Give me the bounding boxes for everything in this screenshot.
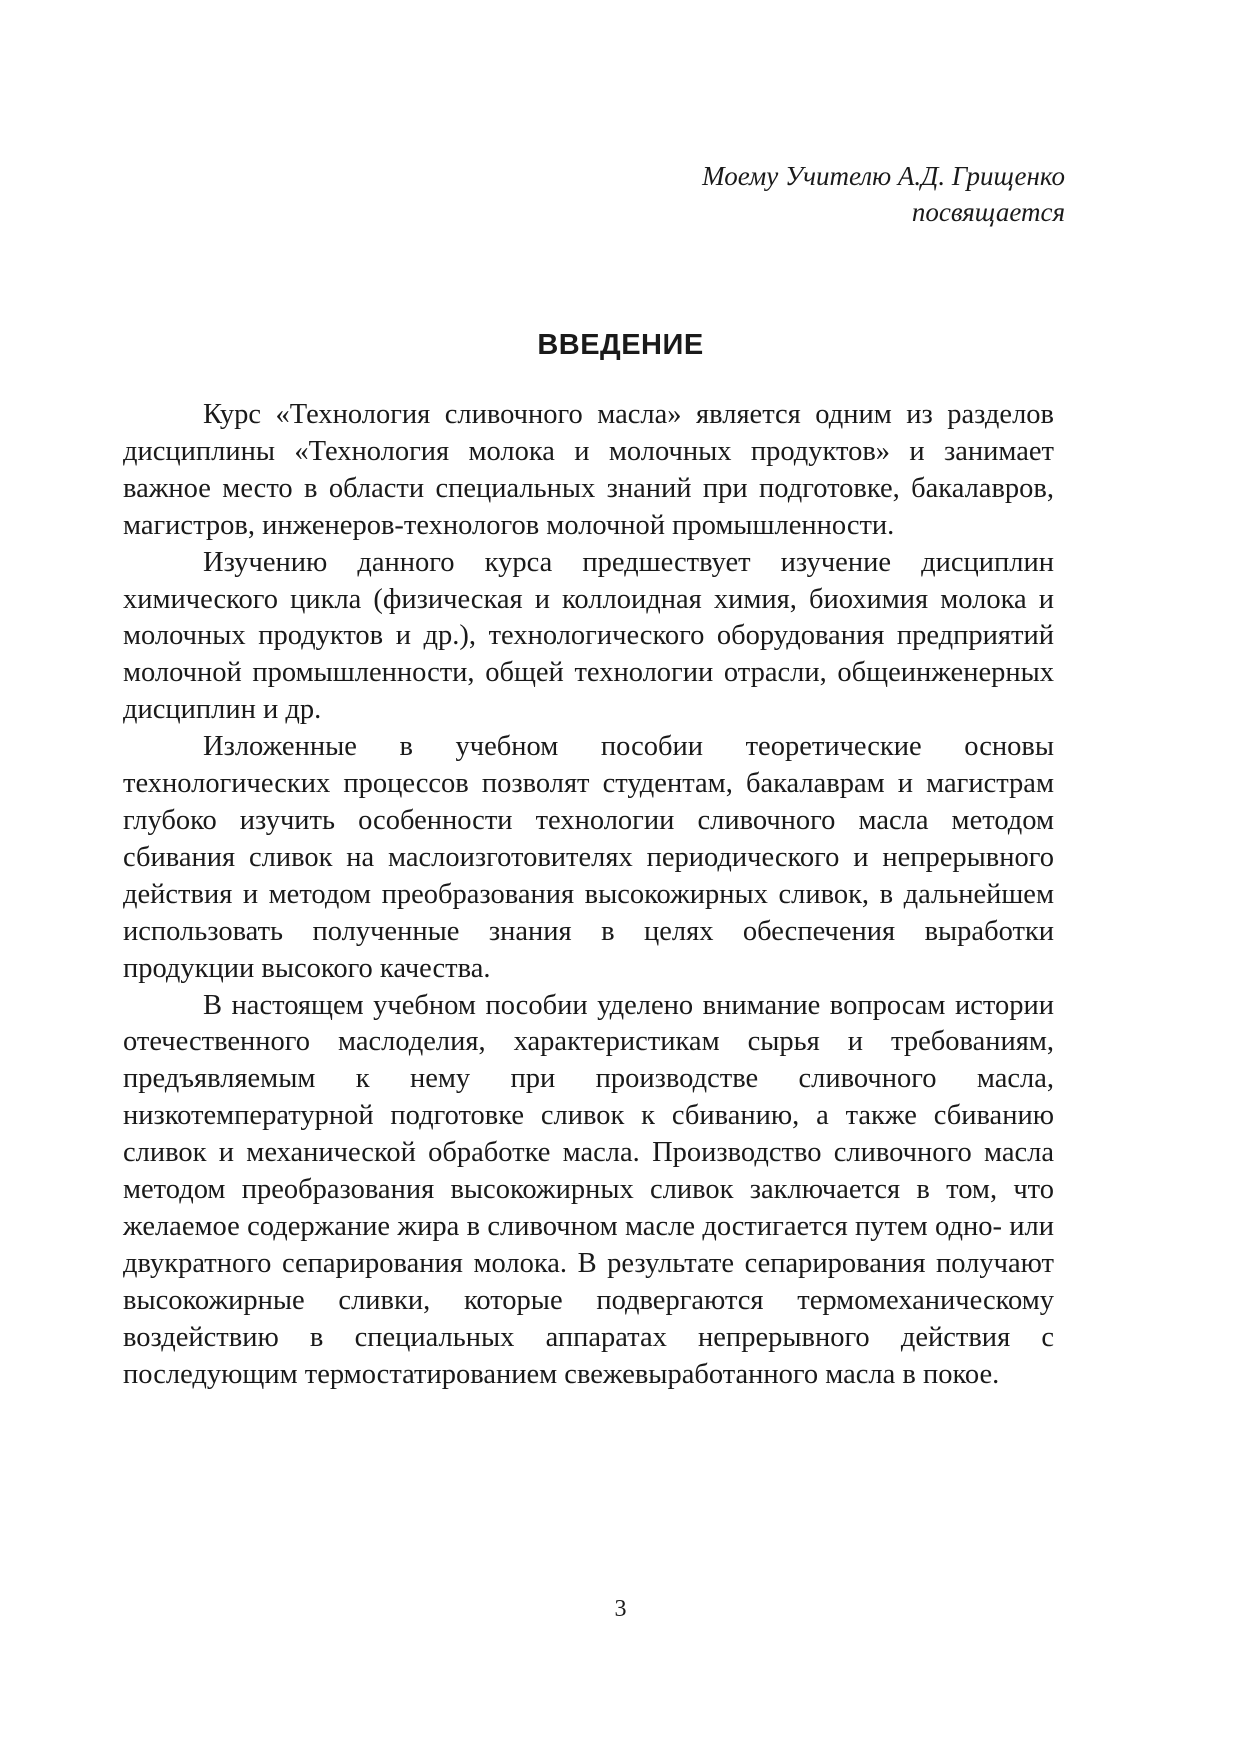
paragraph-2: Изучению данного курса предшествует изучение дисциплин химического цикла (физическая и коллоидная химия, биохимия молока и молочных продуктов и др.), технологического оборудования предприятий молочной промышленности, общей технологии отрасли, общеинженерных дисциплин и др.	[123, 546, 1054, 726]
dedication-line-2: посвящается	[911, 197, 1065, 227]
paragraph-4: В настоящем учебном пособии уделено внимание вопросам истории отечественного маслоделия, характеристикам сырья и требованиям, предъявляемым к нему при производстве сливочного масла, низкотемпературной подготовке сливок к сбиванию, а также сбиванию сливок и механической обработке масла. Производство сливочного масла методом преобразования высокожирных сливок заключается в том, что желаемое содержание жира в сливочном масле достигается путем одно- или двукратного сепарирования молока. В результате сепарирования получают высокожирные сливки, которые подвергаются термомеханическому воздействию в специальных аппаратах непрерывного действия с последующим термостатированием свежевыработанного масла в покое.	[123, 989, 1054, 1390]
section-heading: ВВЕДЕНИЕ	[537, 329, 704, 361]
page-number: 3	[614, 1596, 627, 1622]
paragraph-3: Изложенные в учебном пособии теоретические основы технологических процессов позволят студентам, бакалаврам и магистрам глубоко изучить особенности технологии сливочного масла методом сбивания сливок на маслоизготовителях периодического и непрерывного действия и методом преобразования высокожирных сливок, в дальнейшем использовать полученные знания в целях обеспечения выработки продукции высокого качества.	[123, 731, 1054, 984]
dedication-line-1: Моему Учителю А.Д. Грищенко	[702, 161, 1065, 191]
paragraph-1: Курс «Технология сливочного масла» является одним из разделов дисциплины «Технология молока и молочных продуктов» и занимает важное место в области специальных знаний при подготовке, бакалавров, магистров, инженеров-технологов молочной промышленности.	[123, 399, 1054, 541]
dedication	[702, 158, 1065, 230]
body-text	[123, 397, 1054, 1393]
